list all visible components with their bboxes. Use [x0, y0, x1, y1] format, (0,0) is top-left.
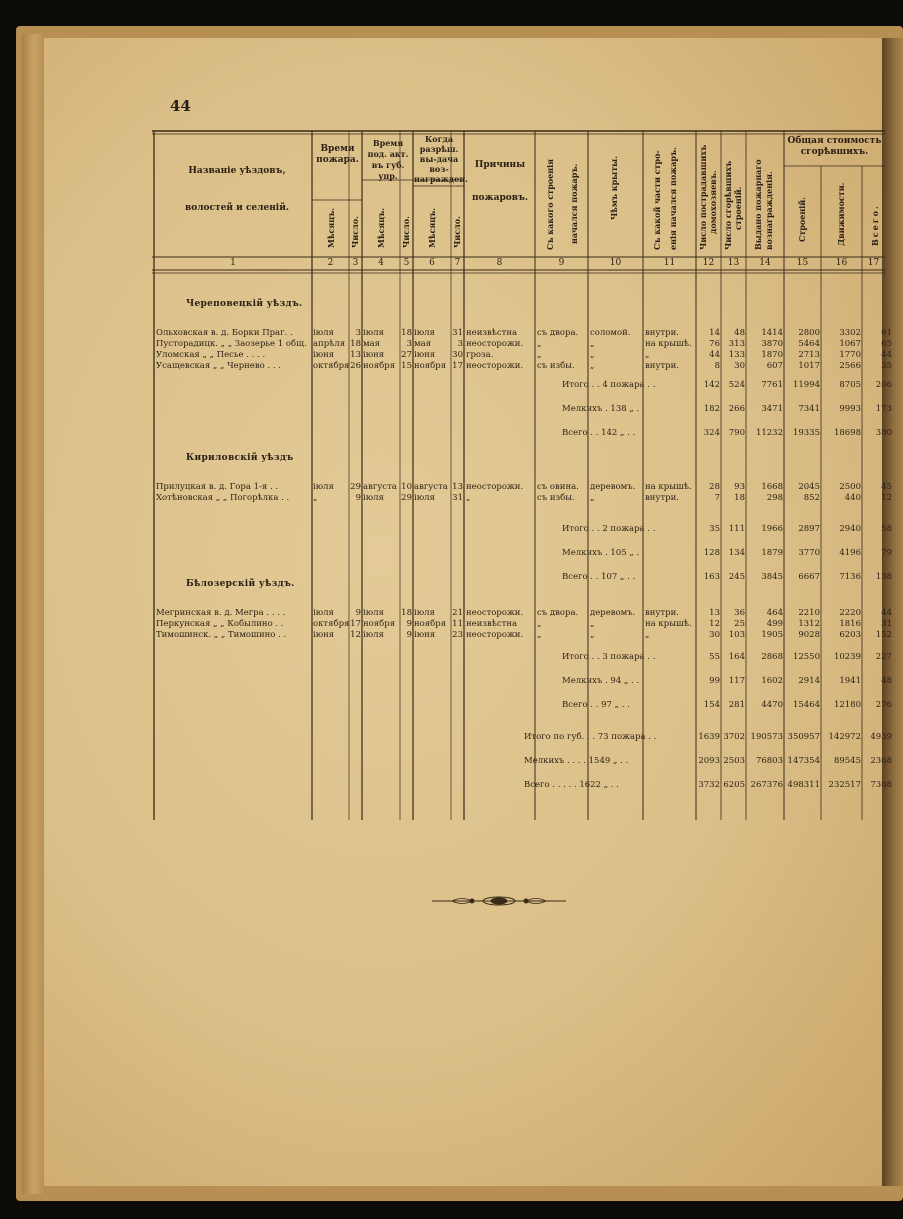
table-row-c13: 133 [728, 350, 745, 360]
subtotal-c14: 2868 [761, 652, 783, 662]
table-row-c15: 2045 [798, 482, 820, 492]
header-total-cost: Общая стоимость сгорѣвшихъ. [787, 136, 882, 157]
subtotal-label: Итого . . 2 пожара . . [562, 524, 656, 534]
table-row-roof: „ [590, 361, 595, 371]
table-row-cause: неосторожи. [466, 630, 524, 640]
subtotal-c16: 18698 [833, 428, 861, 438]
table-row-c17: 61 [881, 328, 892, 338]
header-month-2: Мѣсяцъ. [376, 207, 386, 248]
table-row-from: съ избы. [537, 361, 575, 371]
table-row-m3: августа [414, 482, 448, 492]
subtotal-label: Итого . . 4 пожара . . [562, 380, 656, 390]
col-no-3: 3 [352, 258, 359, 268]
table-row-c16: 2500 [839, 482, 861, 492]
table-row-c12: 76 [709, 339, 720, 349]
table-row-cause: неизвѣстна [466, 619, 518, 629]
table-row-m2: іюня [363, 350, 385, 360]
table-row-c13: 313 [728, 339, 745, 349]
table-row-c16: 2566 [839, 361, 861, 371]
subtotal-c15: 12550 [792, 652, 820, 662]
table-row-m2: іюля [363, 493, 384, 503]
table-row-c12: 7 [714, 493, 720, 503]
table-row-m3: ноября [414, 361, 447, 371]
table-row-c14: 464 [766, 608, 783, 618]
header-from-building-2: начался пожаръ. [569, 163, 579, 244]
table-row-c14: 3870 [761, 339, 783, 349]
table-row-c16: 1067 [839, 339, 861, 349]
subtotal-c17: 206 [875, 380, 892, 390]
subtotal-c13: 111 [728, 524, 745, 534]
subtotal-c16: 4196 [839, 548, 861, 558]
table-row-c14: 298 [766, 493, 783, 503]
table-row-c17: 31 [881, 619, 892, 629]
table-row-part: на крышѣ. [645, 339, 692, 349]
table-row-d1: 12 [350, 630, 361, 640]
header-victims-2: домохозяевъ. [708, 170, 718, 234]
table-row-c17: 44 [881, 608, 892, 618]
header-causes-line1: Причины [474, 160, 526, 170]
table-row-d3: 3 [457, 339, 463, 349]
table-row-d2: 3 [406, 339, 412, 349]
table-row-m1: октября [313, 361, 350, 371]
subtotal-c13: 524 [728, 380, 745, 390]
grand-total-label: Мелкихъ . . . . 1549 „ . . [524, 756, 629, 766]
table-row-c15: 2210 [798, 608, 820, 618]
table-row-m2: ноября [363, 361, 396, 371]
table-row-d3: 11 [452, 619, 463, 629]
grand-total-label: Всего . . . . . 1622 „ . . [524, 780, 619, 790]
table-row-c16: 2220 [839, 608, 861, 618]
table-row-d1: 26 [350, 361, 361, 371]
table-row-c14: 1905 [761, 630, 783, 640]
col-no-4: 4 [378, 258, 384, 268]
table-row-c17: 65 [881, 339, 892, 349]
table-row-m3: іюля [414, 328, 435, 338]
col-no-15: 15 [796, 258, 809, 268]
col-no-9: 9 [558, 258, 565, 268]
table-row-m2: іюля [363, 630, 384, 640]
table-row-roof: деревомъ. [590, 608, 636, 618]
grand-total-c17: 4939 [870, 732, 892, 742]
table-row-c15: 2713 [798, 350, 820, 360]
table-row-c12: 44 [709, 350, 720, 360]
section-title: Череповецкій уѣздъ. [186, 299, 303, 309]
table-row-part: внутри. [645, 361, 679, 371]
subtotal-c13: 790 [728, 428, 745, 438]
col-no-6: 6 [429, 258, 435, 268]
header-time-fire: Время пожара. [316, 144, 359, 165]
table-row-c12: 28 [709, 482, 720, 492]
table-row-m3: іюня [414, 350, 436, 360]
table-row-part: на крышѣ. [645, 619, 692, 629]
table-row-cause: неосторожи. [466, 339, 524, 349]
header-causes-line2: пожаровъ. [471, 193, 529, 203]
col-no-10: 10 [609, 258, 622, 268]
table-row-m3: ноября [414, 619, 447, 629]
table-row-c15: 1312 [798, 619, 820, 629]
header-which-part-2: енія начался пожаръ. [668, 147, 678, 250]
header-roof: Чѣмъ крыты. [609, 156, 619, 220]
header-paid: Выдано пожарнаго [753, 159, 763, 250]
table-row-roof: соломой. [590, 328, 631, 338]
table-row-c13: 18 [734, 493, 745, 503]
table-row-d1: 9 [355, 608, 361, 618]
table-row-name: Тимошинск. „ „ Тимошино . . [156, 630, 287, 640]
table-row-roof: „ [590, 339, 595, 349]
subtotal-c17: 276 [875, 700, 892, 710]
subtotal-label: Мелкихъ . 138 „ . . [562, 404, 645, 414]
table-row-cause: неосторожи. [466, 608, 524, 618]
col-no-1: 1 [230, 258, 236, 268]
header-buildings: Строеній. [797, 197, 807, 242]
table-row-name: Мегринская в. д. Мегра . . . . [156, 608, 286, 618]
table-row-d3: 21 [452, 608, 463, 618]
table-row-d3: 31 [452, 493, 463, 503]
subtotal-c17: 79 [881, 548, 892, 558]
col-no-2: 2 [327, 258, 334, 268]
table-row-c13: 36 [734, 608, 745, 618]
table-row-d1: 9 [355, 493, 361, 503]
table-row-d2: 18 [401, 608, 412, 618]
header-all: Всего. [870, 204, 880, 246]
table-row-cause: неосторожи. [466, 361, 524, 371]
header-movables: Движимости. [836, 182, 846, 246]
table-row-d1: 13 [350, 350, 361, 360]
subtotal-c15: 3770 [798, 548, 820, 558]
table-row-d2: 29 [401, 493, 412, 503]
table-row-m3: іюля [414, 608, 435, 618]
col-no-16: 16 [835, 258, 848, 268]
grand-total-c14: 267376 [750, 780, 783, 790]
header-from-building [545, 159, 555, 250]
table-row-d1: 3 [355, 328, 361, 338]
header-victims: Число пострадавшихъ [698, 144, 708, 250]
table-row-c13: 93 [734, 482, 745, 492]
table-row-d2: 27 [401, 350, 412, 360]
subtotal-c16: 8705 [839, 380, 861, 390]
table-row-c12: 13 [709, 608, 720, 618]
table-row-part: внутри. [645, 328, 679, 338]
header-when-paid: Когда разрѣш. вы-дача воз-награжден. [414, 134, 468, 184]
table-row-c16: 6203 [839, 630, 861, 640]
table-row-from: „ [537, 619, 542, 629]
table-row-d3: 23 [452, 630, 463, 640]
table-row-m3: іюня [414, 630, 436, 640]
col-no-12: 12 [702, 258, 715, 268]
subtotal-c16: 12180 [833, 700, 861, 710]
subtotal-c16: 1941 [839, 676, 861, 686]
table-row-c16: 1816 [839, 619, 861, 629]
table-row-m1: іюля [313, 608, 334, 618]
table-row-cause: неизвѣстна [466, 328, 518, 338]
table-row-c14: 1668 [761, 482, 783, 492]
table-row-c13: 48 [734, 328, 745, 338]
subtotal-c17: 48 [881, 676, 892, 686]
col-no-13: 13 [727, 258, 740, 268]
table-row-c14: 1414 [761, 328, 783, 338]
grand-total-c16: 89545 [833, 756, 861, 766]
table-row-c16: 1770 [839, 350, 861, 360]
header-day-1: Число. [350, 216, 360, 248]
table-row-d2: 15 [401, 361, 412, 371]
table-row-part: „ [645, 630, 650, 640]
table-row-cause: „ [466, 493, 471, 503]
grand-total-c12: 1639 [698, 732, 720, 742]
table-row-d2: 9 [406, 630, 412, 640]
table-row-roof: „ [590, 350, 595, 360]
subtotal-c12: 99 [709, 676, 720, 686]
table-row-m1: октября [313, 619, 350, 629]
header-burnt-2: строеній. [733, 186, 743, 230]
col-no-14: 14 [759, 258, 771, 268]
grand-total-c15: 498311 [787, 780, 820, 790]
grand-total-c17: 2368 [870, 756, 892, 766]
table-row-m1: іюня [313, 350, 335, 360]
header-paid-2: вознагражденія. [764, 171, 774, 250]
header-name [172, 166, 302, 214]
subtotal-label: Мелкихъ . 105 „ . . [562, 548, 645, 558]
table-row-from: съ двора. [537, 608, 579, 618]
subtotal-c14: 1966 [761, 524, 783, 534]
table-row-c15: 5464 [798, 339, 820, 349]
header-month-1: Мѣсяцъ. [326, 207, 336, 248]
table-row-c13: 25 [734, 619, 745, 629]
table-row-m1: іюля [313, 328, 334, 338]
subtotal-c13: 266 [728, 404, 745, 414]
header-burnt: Число сгорѣвшихъ [723, 160, 733, 250]
table-row-part: внутри. [645, 493, 679, 503]
table-row-d1: 17 [350, 619, 361, 629]
table-row-from: „ [537, 350, 542, 360]
table-row-m1: „ [313, 493, 318, 503]
subtotal-c12: 142 [703, 380, 720, 390]
header-name-line1: Названіе уѣздовъ, [188, 166, 286, 176]
table-row-m2: іюля [363, 328, 384, 338]
table-row-name: Хотѣновская „ „ Погорѣлка . . [156, 493, 290, 503]
table-row-m3: іюля [414, 493, 435, 503]
grand-total-label: Итого по губ. . . 73 пожара . . [524, 732, 657, 742]
table-row-m2: августа [363, 482, 397, 492]
table-row-name: Ольховская в. д. Борки Праг. . [156, 328, 293, 338]
grand-total-c14: 190573 [750, 732, 783, 742]
table-row-name: Прилуцкая в. д. Гора 1-я . . [156, 482, 279, 492]
fire-statistics-table [152, 130, 892, 820]
subtotal-c17: 227 [875, 652, 892, 662]
table-row-name: Уломская „ „ Песье . . . . [156, 350, 266, 360]
subtotal-c16: 7136 [839, 572, 861, 582]
table-row-d1: 29 [350, 482, 361, 492]
table-row-part: „ [645, 350, 650, 360]
table-row-from: съ избы. [537, 493, 575, 503]
grand-total-c16: 142972 [828, 732, 861, 742]
table-row-d3: 30 [452, 350, 463, 360]
grand-total-c15: 350957 [787, 732, 820, 742]
grand-total-c13: 3702 [723, 732, 745, 742]
table-row-roof: „ [590, 619, 595, 629]
subtotal-c15: 2897 [798, 524, 820, 534]
table-row-c13: 103 [728, 630, 745, 640]
header-month-3: Мѣсяцъ. [427, 207, 437, 248]
subtotal-c17: 173 [875, 404, 892, 414]
table-row-m3: мая [414, 339, 432, 349]
subtotal-label: Итого . . 3 пожара . . [562, 652, 656, 662]
table-row-m2: мая [363, 339, 381, 349]
header-causes [465, 160, 535, 204]
subtotal-c12: 163 [703, 572, 720, 582]
table-rules [152, 130, 885, 820]
subtotal-c17: 138 [875, 572, 892, 582]
header-from-building-line1: Съ какого строенія [545, 158, 555, 250]
page-edge [22, 34, 46, 1194]
table-row-d1: 18 [350, 339, 361, 349]
table-row-c14: 607 [766, 361, 783, 371]
table-row-cause: неосторожи. [466, 482, 524, 492]
subtotal-c13: 245 [728, 572, 745, 582]
header-which-part: Съ какой части стро- [652, 150, 662, 250]
subtotal-c16: 10239 [833, 652, 861, 662]
subtotal-label: Всего . . 97 „ . . [562, 700, 630, 710]
decorative-ornament [432, 893, 566, 907]
subtotal-c13: 281 [728, 700, 745, 710]
table-row-roof: деревомъ. [590, 482, 636, 492]
table-row-c16: 3302 [839, 328, 861, 338]
subtotal-c15: 19335 [792, 428, 820, 438]
table-row-c13: 30 [734, 361, 745, 371]
subtotal-c13: 117 [728, 676, 745, 686]
col-no-17: 17 [867, 258, 880, 268]
subtotal-c16: 2940 [839, 524, 861, 534]
table-row-part: на крышѣ. [645, 482, 692, 492]
table-row-name: Пусторадицк. „ „ Заозерье 1 общ. [156, 339, 307, 349]
col-no-7: 7 [454, 258, 461, 268]
table-row-m1: іюня [313, 630, 335, 640]
subtotal-c12: 55 [709, 652, 720, 662]
table-row-d3: 13 [452, 482, 463, 492]
table-row-m1: апрѣля [313, 339, 346, 349]
header-name-line2: волостей и селеній. [184, 203, 290, 213]
table-row-from: съ двора. [537, 328, 579, 338]
table-row-m1: іюля [313, 482, 334, 492]
table-row-c12: 12 [709, 619, 720, 629]
table-row-m2: ноября [363, 619, 396, 629]
subtotal-c15: 15464 [792, 700, 820, 710]
subtotal-c15: 6667 [798, 572, 820, 582]
table-row-roof: „ [590, 630, 595, 640]
subtotal-label: Мелкихъ . 94 „ . . [562, 676, 640, 686]
table-row-roof: „ [590, 493, 595, 503]
grand-total-c13: 6205 [723, 780, 745, 790]
table-row-c17: 152 [875, 630, 892, 640]
subtotal-c14: 7761 [761, 380, 783, 390]
table-row-c14: 499 [766, 619, 783, 629]
subtotal-c13: 164 [728, 652, 745, 662]
subtotal-c15: 7341 [798, 404, 820, 414]
table-row-c16: 440 [844, 493, 861, 503]
table-row-c14: 1870 [761, 350, 783, 360]
col-no-8: 8 [496, 258, 503, 268]
subtotal-c14: 4470 [761, 700, 783, 710]
header-day-3: Число. [452, 216, 462, 248]
table-row-d2: 9 [406, 619, 412, 629]
table-row-name: Усащевская „ „ Чернево . . . [156, 361, 281, 371]
subtotal-c12: 154 [703, 700, 720, 710]
subtotal-label: Всего . . 142 „ . . [562, 428, 636, 438]
table-row-c12: 8 [714, 361, 720, 371]
grand-total-c12: 3732 [698, 780, 720, 790]
table-row-d3: 31 [452, 328, 463, 338]
grand-total-c16: 232517 [828, 780, 861, 790]
table-row-d3: 17 [452, 361, 463, 371]
col-no-11: 11 [663, 258, 676, 268]
subtotal-c12: 35 [709, 524, 720, 534]
table-row-c12: 30 [709, 630, 720, 640]
table-row-name: Перкунская „ „ Кобылино . . [156, 619, 284, 629]
subtotal-c15: 11994 [792, 380, 820, 390]
table-row-d2: 18 [401, 328, 412, 338]
header-time-report: Время под. акт. въ губ. упр. [367, 138, 409, 181]
subtotal-c15: 2914 [798, 676, 820, 686]
subtotal-c16: 9993 [839, 404, 861, 414]
table-row-m2: іюля [363, 608, 384, 618]
page-number: 44 [170, 97, 191, 115]
subtotal-c12: 182 [703, 404, 720, 414]
table-row-from: „ [537, 630, 542, 640]
subtotal-c12: 324 [703, 428, 720, 438]
header-day-2: Число. [401, 216, 411, 248]
subtotal-c12: 128 [703, 548, 720, 558]
table-row-d2: 10 [401, 482, 412, 492]
grand-total-c13: 2503 [723, 756, 745, 766]
subtotal-c14: 11232 [755, 428, 783, 438]
table-row-c17: 44 [881, 350, 892, 360]
subtotal-c14: 3471 [761, 404, 783, 414]
table-row-c15: 1017 [798, 361, 820, 371]
subtotal-c13: 134 [728, 548, 745, 558]
subtotal-label: Всего . . 107 „ . . [562, 572, 636, 582]
table-row-c15: 2800 [798, 328, 820, 338]
grand-total-c15: 147354 [787, 756, 820, 766]
subtotal-c14: 3845 [761, 572, 783, 582]
subtotal-c14: 1879 [761, 548, 783, 558]
table-row-c17: 12 [881, 493, 892, 503]
table-row-c17: 45 [881, 482, 892, 492]
table-row-from: „ [537, 339, 542, 349]
table-row-cause: гроза. [466, 350, 494, 360]
grand-total-c17: 7308 [870, 780, 892, 790]
section-title: Бѣлозерскій уѣздъ. [186, 579, 295, 589]
table-row-c15: 9028 [798, 630, 820, 640]
table-row-part: внутри. [645, 608, 679, 618]
col-no-5: 5 [403, 258, 410, 268]
section-title: Кириловскій уѣздъ [186, 453, 294, 463]
table-row-c17: 35 [881, 361, 892, 371]
table-row-c12: 14 [709, 328, 720, 338]
subtotal-c17: 380 [875, 428, 892, 438]
subtotal-c17: 58 [881, 524, 892, 534]
table-row-from: съ овина. [537, 482, 579, 492]
table-row-c15: 852 [803, 493, 820, 503]
grand-total-c12: 2093 [698, 756, 720, 766]
subtotal-c14: 1602 [761, 676, 783, 686]
grand-total-c14: 76803 [755, 756, 783, 766]
